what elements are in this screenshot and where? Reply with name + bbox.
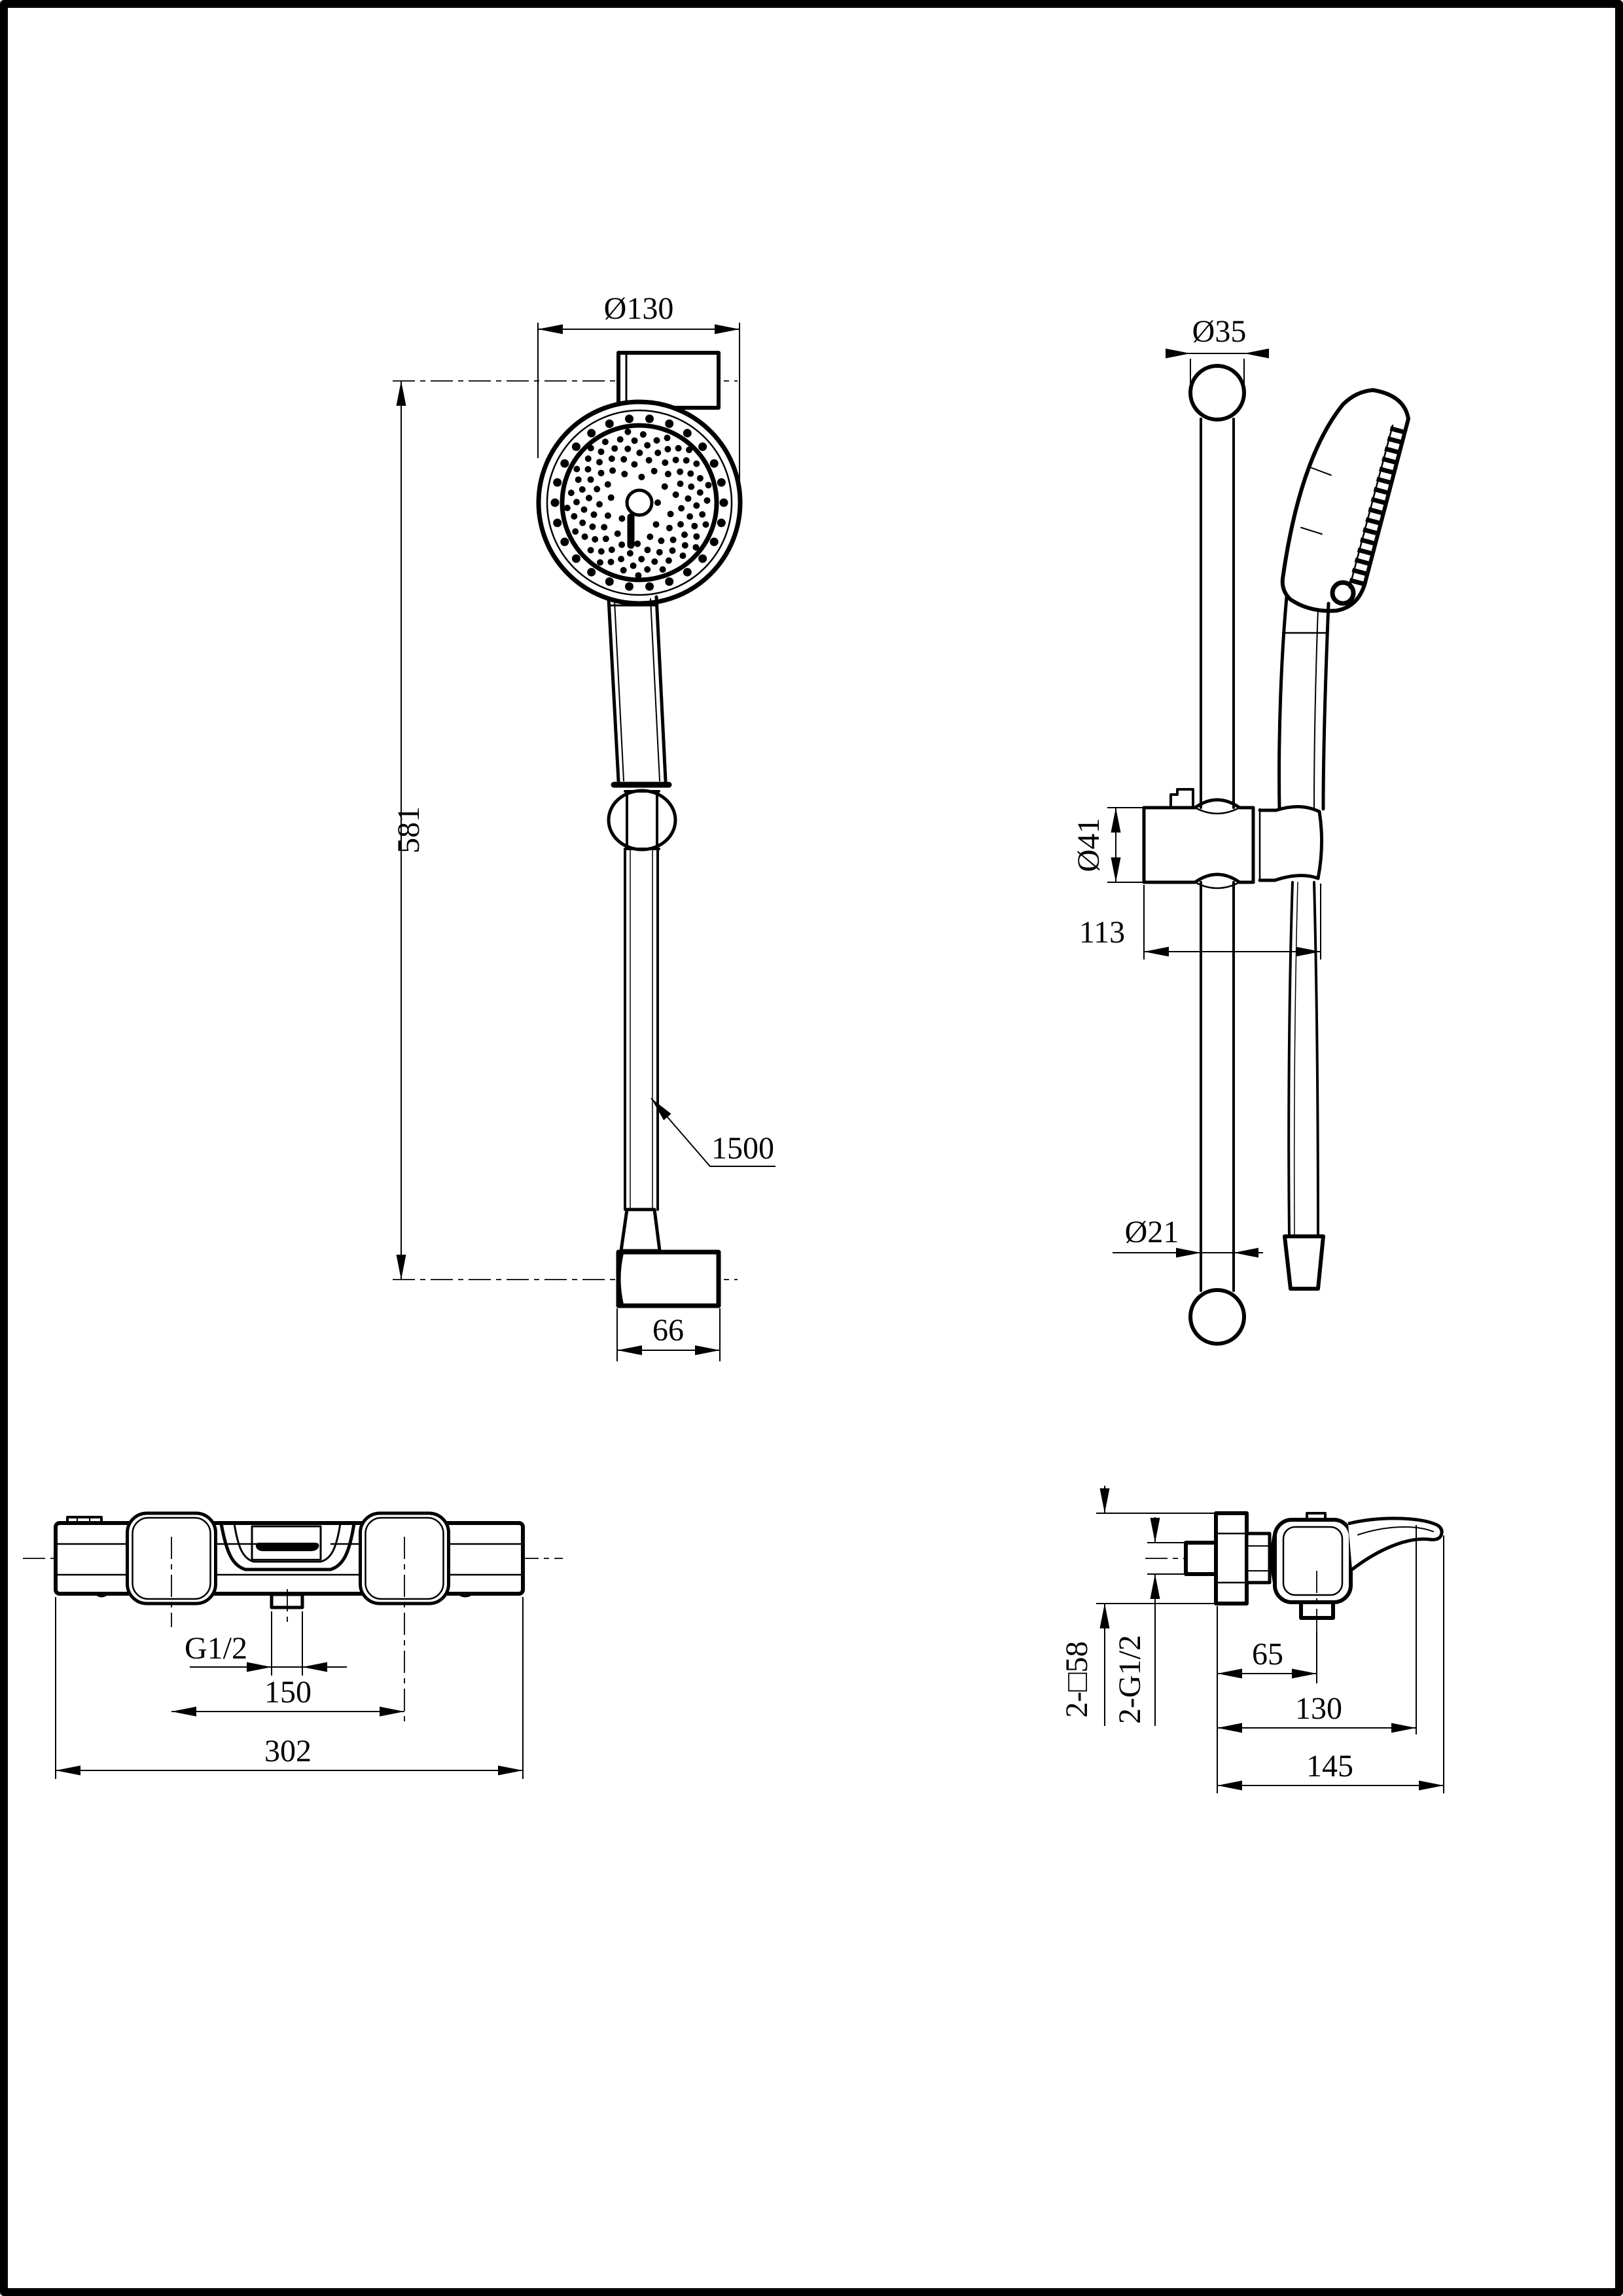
spray-hole: [658, 537, 664, 544]
arrowhead: [715, 325, 740, 334]
spray-hole: [665, 420, 673, 428]
spray-hole: [624, 446, 631, 452]
arrowhead: [397, 381, 406, 406]
hose-swivel-ball: [609, 791, 675, 850]
spray-hole: [688, 484, 694, 490]
arrowhead: [1419, 1781, 1444, 1791]
dim-bracket-width: [617, 1308, 720, 1361]
spray-hole: [592, 536, 598, 543]
spray-hole: [618, 541, 625, 548]
spray-hole: [598, 470, 605, 476]
dim-slider-diameter: [1071, 808, 1143, 882]
spray-hole: [588, 445, 594, 452]
spray-hole: [588, 476, 594, 483]
dim-text-head-diameter: Ø130: [603, 291, 674, 326]
handle-side-inner: [1314, 609, 1318, 809]
spray-hole: [615, 530, 621, 537]
spray-hole: [662, 483, 668, 490]
hose-side-right: [1314, 882, 1318, 1236]
dim-text-outlet-offset: 65: [1252, 1637, 1283, 1672]
spray-hole: [675, 445, 682, 452]
spray-hole: [609, 467, 616, 474]
spray-hole: [686, 446, 692, 453]
dim-text-bar-end-cap: Ø35: [1192, 314, 1247, 349]
spray-hole: [703, 521, 709, 528]
spray-hole: [573, 499, 580, 505]
spray-hole: [638, 556, 645, 562]
slider-bottom-edge: [1144, 874, 1253, 882]
spray-hole: [720, 499, 728, 507]
spray-hole: [553, 478, 562, 487]
spray-hole: [585, 466, 592, 473]
spray-hole: [625, 414, 633, 423]
spray-hole: [553, 518, 562, 527]
spray-hole: [551, 499, 560, 507]
spray-hole: [624, 429, 631, 435]
spray-hole: [605, 512, 611, 519]
spray-hole: [656, 549, 663, 556]
spray-hole: [579, 520, 586, 526]
arrowhead: [302, 1662, 327, 1672]
arrowhead: [1391, 1723, 1416, 1733]
spray-hole: [669, 547, 676, 554]
spray-hole: [645, 583, 654, 591]
spray-hole: [687, 471, 694, 477]
spray-hole: [670, 537, 677, 543]
spray-hole: [710, 537, 719, 546]
hose-side-cone: [1285, 1236, 1323, 1289]
dim-text-bar-diameter: Ø21: [1124, 1215, 1179, 1249]
union-nut: [1216, 1513, 1247, 1604]
handle-side-right: [1323, 603, 1329, 809]
spray-hole: [710, 459, 719, 468]
spray-hole: [681, 531, 688, 538]
spray-hole: [644, 566, 651, 573]
spray-hole: [608, 494, 615, 501]
arrowhead: [171, 1707, 196, 1717]
dim-text-overall-depth: 145: [1306, 1749, 1353, 1784]
head-side-outline: [1283, 390, 1408, 611]
spray-hole: [664, 446, 671, 452]
spray-hole: [589, 524, 596, 530]
spray-hole: [665, 577, 673, 586]
arrowhead: [1111, 808, 1121, 833]
arrowhead: [1150, 1574, 1160, 1599]
grip-right-edge: [1318, 812, 1322, 878]
spray-hole: [634, 541, 641, 547]
arrowhead: [56, 1766, 80, 1776]
arrowhead: [397, 1255, 406, 1280]
spray-hole: [654, 437, 660, 444]
spray-hole: [662, 459, 668, 466]
spray-hole: [608, 559, 615, 565]
spray-hole: [673, 457, 679, 463]
spray-hole: [630, 562, 637, 569]
dim-text-bracket-width: 66: [652, 1313, 684, 1348]
spray-hole: [627, 550, 633, 556]
spray-hole: [582, 533, 588, 540]
dim-outlet-offset: [1217, 1637, 1317, 1679]
arrowhead: [1244, 349, 1269, 359]
arrowhead: [380, 1707, 404, 1717]
spray-hole: [705, 482, 712, 488]
arrowhead: [1100, 1604, 1110, 1628]
dim-inlet-spacing: [171, 1675, 404, 1717]
spray-hole: [704, 497, 711, 504]
spray-hole: [692, 544, 699, 550]
arrowhead: [695, 1346, 720, 1355]
arrowhead: [1150, 1518, 1160, 1543]
arrowhead: [1176, 1248, 1201, 1258]
spray-hole: [691, 523, 698, 529]
spray-hole: [620, 567, 627, 573]
view-hand-shower-front: [391, 291, 776, 1361]
spray-hole: [683, 429, 692, 437]
spray-hole: [602, 439, 609, 445]
spray-hole: [660, 566, 666, 573]
bottom-wall-fitting: [618, 1252, 719, 1306]
spray-hole: [571, 513, 577, 520]
spray-hole: [644, 442, 651, 448]
spray-hole: [654, 499, 661, 506]
dim-text-slider-diameter: Ø41: [1071, 817, 1106, 872]
dim-text-slider-depth: 113: [1079, 915, 1126, 950]
spray-hole: [575, 476, 582, 483]
spray-hole: [611, 445, 618, 452]
spray-hole: [666, 525, 673, 531]
spray-hole: [687, 513, 693, 520]
dim-text-inlet-thread: 2-G1/2: [1113, 1635, 1147, 1724]
spray-hole: [693, 533, 700, 540]
arrowhead: [498, 1766, 523, 1776]
hose-side-inner: [1294, 882, 1298, 1236]
spray-hole: [682, 542, 688, 548]
view-mixer-side: [1060, 1486, 1444, 1793]
spray-hole: [618, 556, 624, 562]
spray-hole: [631, 461, 637, 468]
handle-left-edge: [609, 599, 618, 781]
spray-hole: [621, 471, 628, 477]
view-slide-bar-side: [1071, 314, 1408, 1344]
arrowhead: [247, 1662, 272, 1672]
spray-hole: [564, 505, 571, 511]
spray-hole: [693, 502, 700, 509]
spray-hole: [647, 533, 653, 540]
spray-hole: [683, 457, 690, 464]
spray-hole: [573, 466, 580, 473]
grip-top-edge: [1260, 806, 1319, 812]
hose-cone-fitting: [621, 1210, 660, 1251]
spray-hole: [587, 568, 596, 577]
spray-hole: [605, 420, 614, 428]
arrowhead: [1100, 1488, 1110, 1513]
spray-hole: [568, 490, 575, 496]
lever-handle: [1348, 1518, 1442, 1570]
spray-hole: [679, 552, 686, 559]
spray-hole: [591, 511, 597, 518]
spray-hole: [664, 435, 671, 441]
dim-text-inlet-spacing: 150: [264, 1675, 312, 1710]
spray-hole: [587, 429, 596, 437]
slider-top-edge: [1144, 800, 1253, 808]
spray-hole: [678, 505, 685, 512]
arrowhead: [617, 1346, 642, 1355]
spray-hole: [572, 554, 580, 563]
spray-hole: [673, 492, 679, 498]
spray-hole: [697, 475, 704, 482]
spray-hole: [609, 547, 615, 553]
slider-release-button: [1171, 789, 1193, 808]
dim-bar-diameter: [1113, 1215, 1263, 1258]
spray-hole: [594, 486, 600, 492]
spray-hole: [693, 461, 700, 467]
spray-hole: [597, 559, 603, 565]
wall-bracket: [618, 353, 719, 408]
spray-hole: [644, 547, 651, 553]
arrowhead: [1292, 1669, 1317, 1679]
spray-hole: [598, 548, 605, 555]
spray-hole: [645, 414, 654, 423]
spray-hole: [717, 478, 726, 487]
spray-hole: [677, 480, 684, 487]
spray-hole: [572, 442, 580, 451]
handle-side-left: [1279, 597, 1287, 809]
spray-hole: [605, 577, 614, 586]
dim-text-body-depth: 130: [1295, 1691, 1342, 1726]
bar-bottom-end-cap: [1190, 1290, 1244, 1344]
sheet-border: [4, 4, 1619, 2292]
leader-hose-length: [651, 1098, 776, 1166]
dim-inlet-thread: [1113, 1517, 1185, 1726]
spray-hole: [668, 511, 674, 517]
arrowhead: [1234, 1248, 1258, 1258]
dim-text-escutcheon-square: 2-□58: [1060, 1641, 1094, 1718]
arrowhead: [1144, 947, 1169, 957]
bar-top-end-cap: [1190, 366, 1244, 420]
spray-hole: [697, 490, 704, 496]
spray-hole: [617, 436, 624, 442]
spray-hole: [636, 450, 643, 456]
spray-hole: [596, 459, 603, 465]
spray-hole: [603, 535, 609, 542]
arrowhead: [538, 325, 563, 334]
spray-hole: [677, 469, 683, 475]
dim-outlet-thread: [185, 1611, 347, 1676]
spray-hole: [651, 558, 658, 565]
spray-hole: [677, 521, 684, 528]
spray-hole: [635, 572, 641, 579]
dim-text-overall-width: 302: [264, 1734, 312, 1768]
arrowhead: [1217, 1723, 1242, 1733]
spray-hole: [698, 554, 707, 563]
spray-hole: [605, 481, 611, 488]
dim-text-overall-height: 581: [391, 806, 426, 853]
spray-hole: [601, 524, 607, 531]
spray-hole: [646, 457, 652, 463]
dim-text-outlet-thread: G1/2: [185, 1631, 247, 1666]
spray-hole: [585, 456, 592, 462]
dim-text-hose-length: 1500: [711, 1131, 774, 1166]
spout-slot: [256, 1543, 319, 1551]
spray-hole: [560, 459, 569, 468]
spray-hole: [618, 515, 625, 522]
grip-bottom-edge: [1260, 876, 1318, 880]
spray-hole: [717, 518, 726, 527]
spray-hole: [698, 442, 707, 451]
view-mixer-front: [23, 1513, 563, 1779]
spray-hole: [653, 521, 660, 528]
spray-hole: [699, 511, 705, 518]
spray-hole: [685, 495, 691, 502]
spray-hole: [598, 448, 605, 455]
spray-hole: [579, 486, 586, 493]
dim-overall-height: [391, 381, 426, 1280]
union-connector: [1247, 1534, 1270, 1583]
spray-hole: [683, 568, 692, 577]
spray-hole: [560, 537, 569, 546]
spray-hole: [628, 529, 635, 536]
spray-hole: [588, 547, 594, 554]
spray-hole: [632, 437, 638, 444]
spray-hole: [609, 456, 615, 462]
spray-hole: [620, 456, 627, 463]
hose-side-left: [1289, 882, 1293, 1236]
arrowhead: [1111, 857, 1121, 882]
spray-hole: [638, 474, 645, 480]
spray-hole: [586, 495, 592, 501]
arrowhead: [1217, 1781, 1242, 1791]
spray-hole: [651, 468, 658, 475]
spray-hole: [665, 471, 671, 477]
arrowhead: [1166, 349, 1190, 359]
spray-hole: [572, 528, 579, 535]
spray-hole: [596, 501, 603, 508]
spray-hole: [666, 558, 672, 564]
spray-hole: [581, 507, 588, 513]
spray-hole: [654, 450, 661, 456]
spray-hole: [640, 431, 647, 438]
wall-inlet-stub: [1186, 1543, 1216, 1574]
arrowhead: [1217, 1669, 1242, 1679]
spray-hole: [625, 583, 633, 591]
